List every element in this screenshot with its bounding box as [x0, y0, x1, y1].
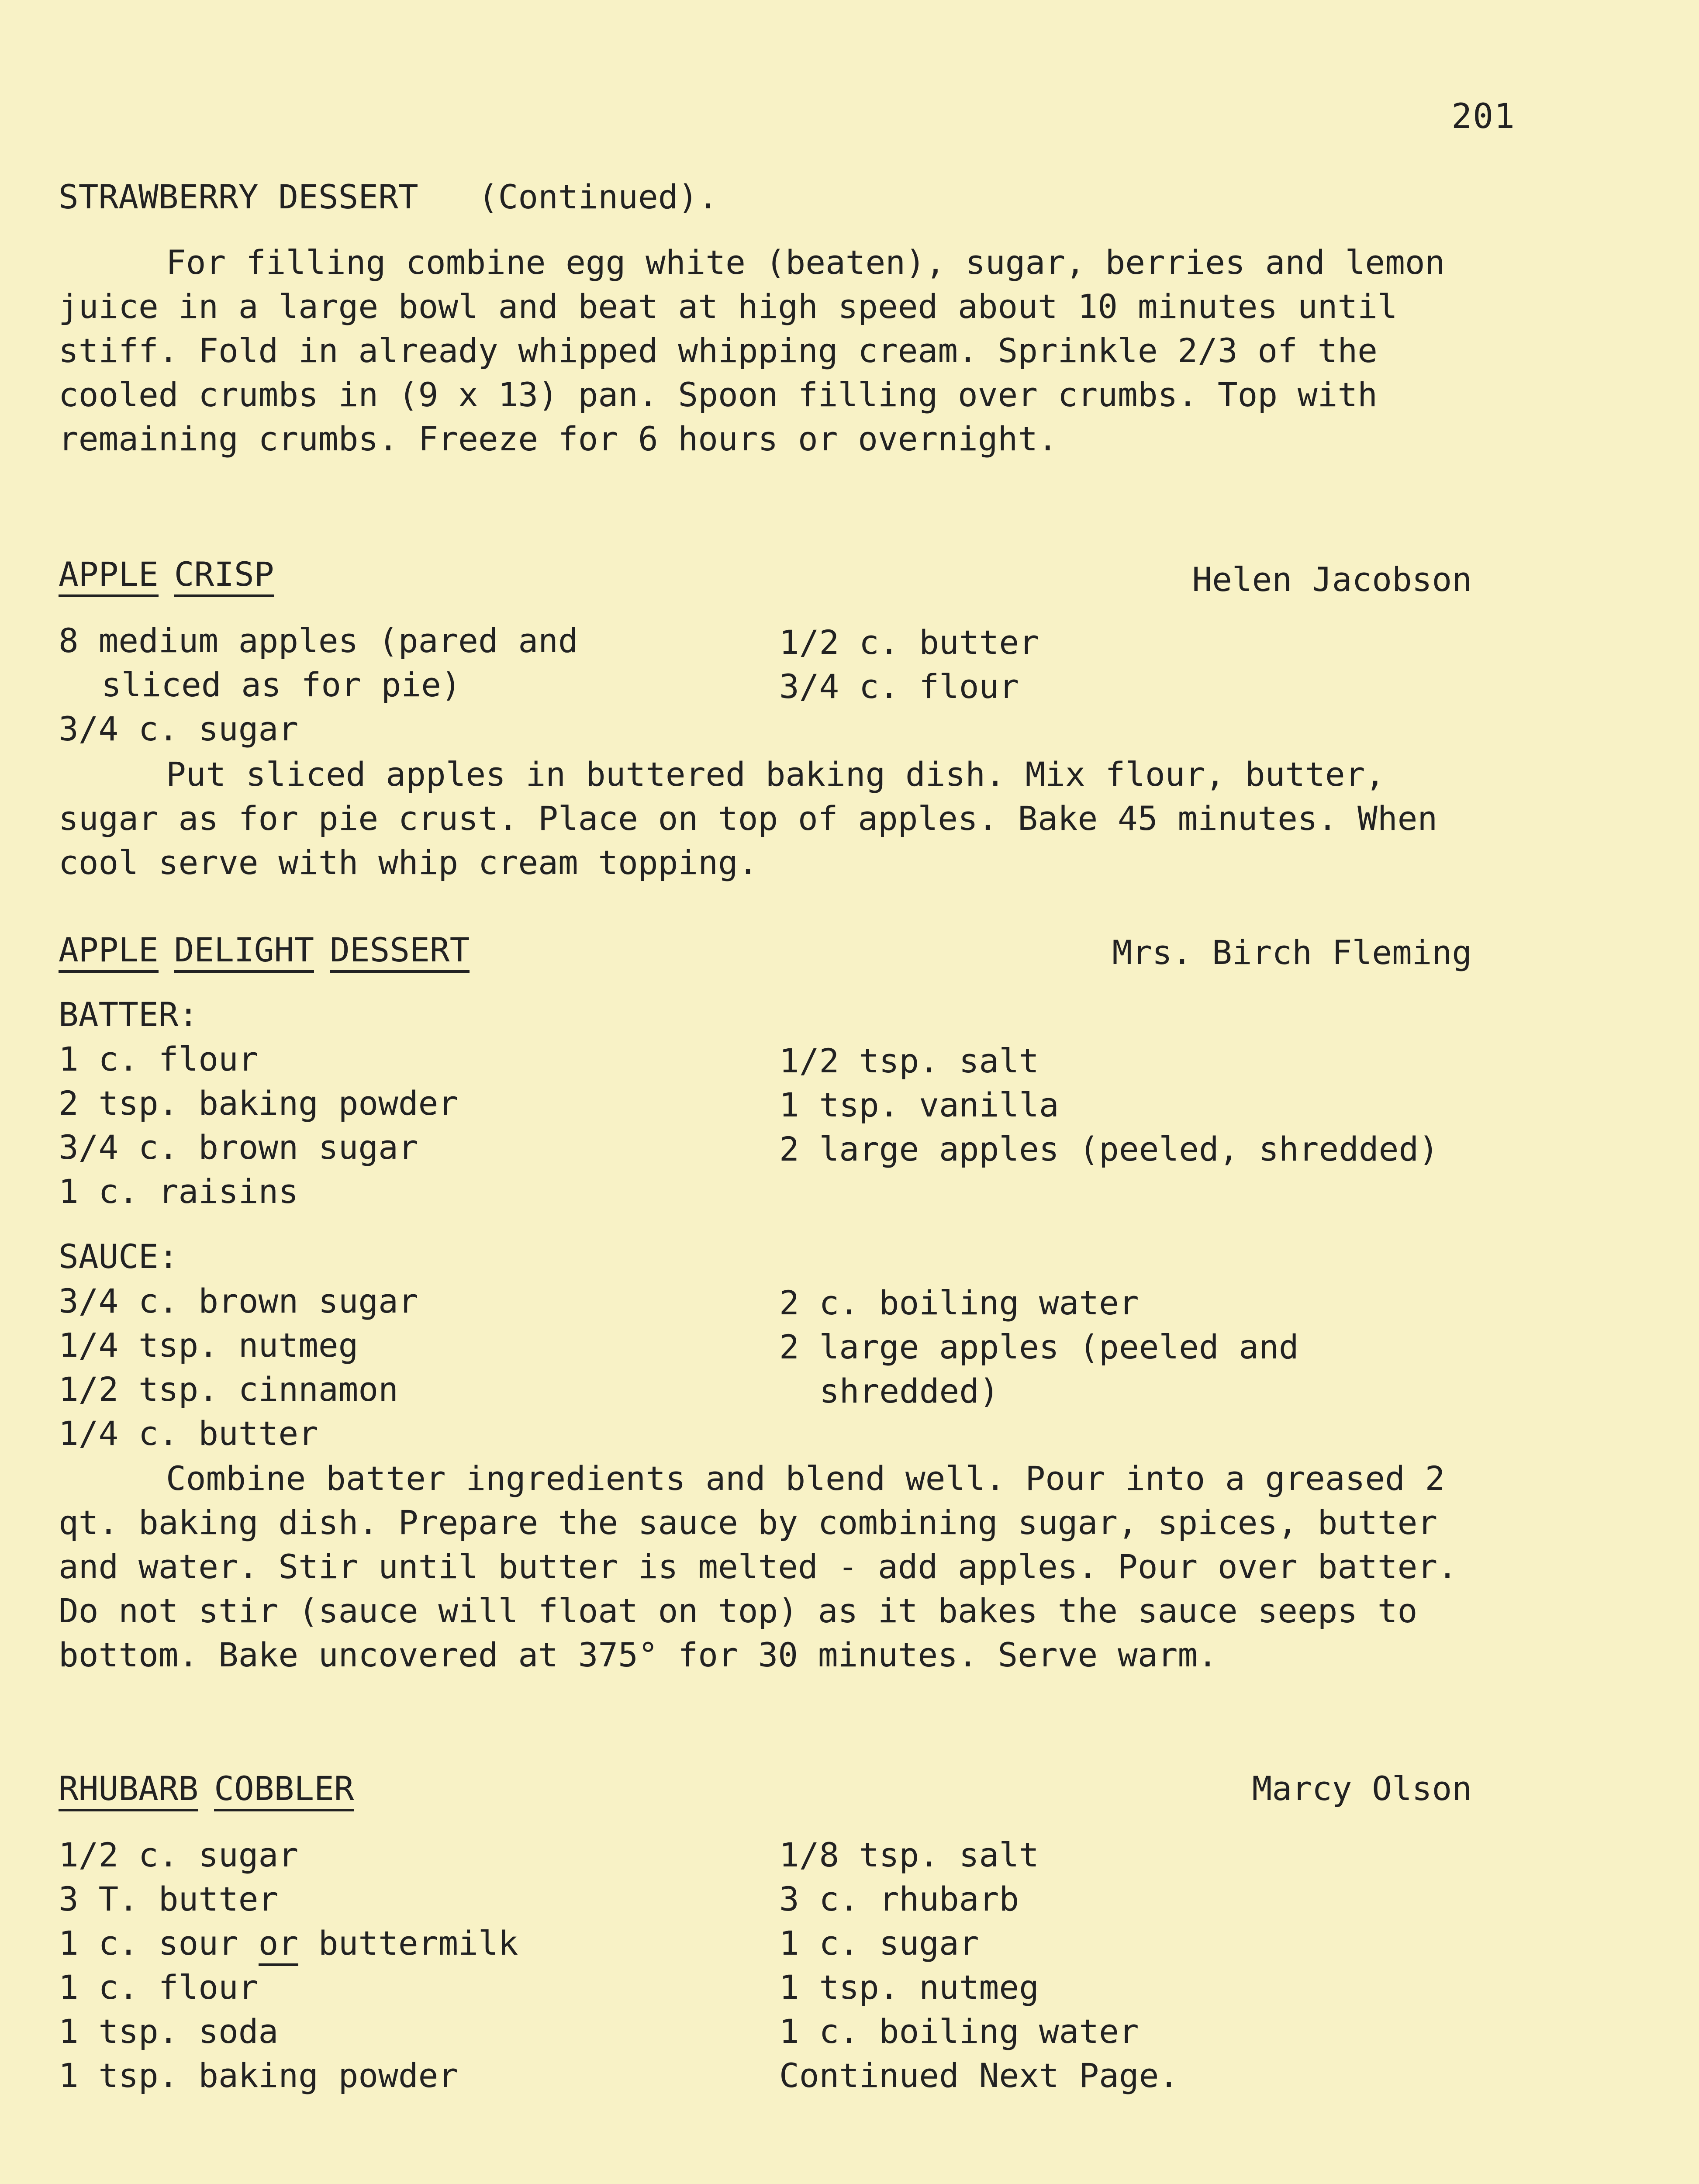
ingredient: 1/4 tsp. nutmeg: [59, 1326, 359, 1365]
ingredient: 1 c. boiling water: [779, 2012, 1139, 2051]
ingredient: 1 tsp. vanilla: [779, 1085, 1059, 1124]
ingredient: 8 medium apples (pared and sliced as for pie): [59, 621, 598, 704]
ingredient: 1 tsp. soda: [59, 2012, 279, 2051]
rhubarb-author: Marcy Olson: [1252, 1769, 1472, 1808]
ingredient: 1 tsp. nutmeg: [779, 1968, 1039, 2007]
ingredient-part: buttermilk: [318, 1924, 518, 1963]
ingredient: [59, 1921, 757, 1965]
apple-crisp-title-word: CRISP: [174, 555, 274, 597]
sauce-ingredients-left: [59, 1279, 757, 1455]
batter-label: BATTER:: [59, 995, 199, 1034]
continued-next-page: Continued Next Page.: [779, 2056, 1179, 2095]
apple-delight-title-word: DELIGHT: [174, 930, 314, 973]
apple-crisp-directions: Put sliced apples in buttered baking dish. Mix flour, butter, sugar as for pie crust. Place on top of apples. Bake 45 minutes. When cool serve with whip cream topping.: [59, 755, 1438, 882]
ingredient: 1 c. raisins: [59, 1172, 299, 1211]
ingredient: 1/2 tsp. salt: [779, 1041, 1039, 1080]
ingredient: 1 tsp. baking powder: [59, 2056, 459, 2095]
strawberry-directions: For filling combine egg white (beaten), sugar, berries and lemon juice in a large bowl and beat at high speed about 10 minutes until stiff. Fold in already whipped whipping cream. Sprinkle 2/3 of the cooled crumbs in (9 x 13) pan. Spoon filling over crumbs. Top with remaining crumbs. Freeze for 6 hours or overnight.: [59, 243, 1445, 458]
strawberry-continued-note: (Continued).: [478, 177, 718, 216]
ingredient: 3/4 c. brown sugar: [59, 1282, 418, 1320]
ingredient: 1/8 tsp. salt: [779, 1835, 1039, 1874]
ingredient: 1/2 c. butter: [779, 623, 1039, 662]
ingredient: 1/2 tsp. cinnamon: [59, 1370, 398, 1409]
strawberry-title: STRAWBERRY DESSERT: [59, 177, 418, 216]
apple-delight-directions: Combine batter ingredients and blend well. Pour into a greased 2 qt. baking dish. Prepare the sauce by combining sugar, spices, butter and water. Stir until butter is melted - add apples. Pour over batter. Do not stir (sauce will float on top) as it bakes the sauce seeps to bottom. Bake uncovered at 375° for 30 minutes. Serve warm.: [59, 1459, 1457, 1674]
ingredient: 1 c. flour: [59, 1040, 259, 1078]
apple-delight-title-word: DESSERT: [330, 930, 470, 973]
ingredient: 1 c. sugar: [779, 1924, 979, 1963]
ingredient: 3 c. rhubarb: [779, 1880, 1019, 1918]
apple-crisp-author: Helen Jacobson: [1192, 560, 1472, 599]
apple-crisp-ingredients-left: [59, 619, 683, 751]
apple-crisp-title: [59, 552, 290, 596]
page-number: 201: [1451, 97, 1516, 136]
ingredient-emphasis: or: [259, 1924, 299, 1966]
batter-ingredients-left: [59, 1037, 757, 1213]
ingredient: 1/4 c. butter: [59, 1414, 318, 1453]
ingredient: 2 large apples (peeled, shredded): [779, 1130, 1439, 1168]
rhubarb-ingredients-left: [59, 1833, 757, 2098]
sauce-ingredients-right: [779, 1281, 1522, 1413]
rhubarb-title-word: COBBLER: [214, 1769, 354, 1811]
strawberry-heading: [59, 175, 718, 219]
ingredient: 1/2 c. sugar: [59, 1835, 299, 1874]
apple-delight-title: [59, 928, 485, 972]
sauce-label: SAUCE:: [59, 1237, 179, 1276]
rhubarb-title: [59, 1766, 370, 1811]
apple-delight-title-word: APPLE: [59, 930, 159, 973]
ingredient: 1 c. flour: [59, 1968, 259, 2007]
ingredient-continuation: shredded): [819, 1372, 999, 1410]
ingredient: 3 T. butter: [59, 1880, 279, 1918]
ingredient: 2 c. boiling water: [779, 1283, 1139, 1322]
batter-ingredients-right: [779, 1039, 1522, 1171]
rhubarb-ingredients-right: [779, 1833, 1522, 2098]
ingredient: 2 tsp. baking powder: [59, 1084, 459, 1123]
apple-delight-author: Mrs. Birch Fleming: [1112, 933, 1472, 972]
apple-crisp-title-word: APPLE: [59, 555, 159, 597]
ingredient: 2 large apples (peeled and: [779, 1327, 1299, 1366]
ingredient: 3/4 c. brown sugar: [59, 1128, 418, 1167]
ingredient-part: 1 c. sour: [59, 1924, 238, 1963]
apple-crisp-ingredients-right: [779, 620, 1522, 708]
rhubarb-title-word: RHUBARB: [59, 1769, 198, 1811]
ingredient: 3/4 c. flour: [779, 667, 1019, 706]
ingredient: 3/4 c. sugar: [59, 709, 299, 748]
